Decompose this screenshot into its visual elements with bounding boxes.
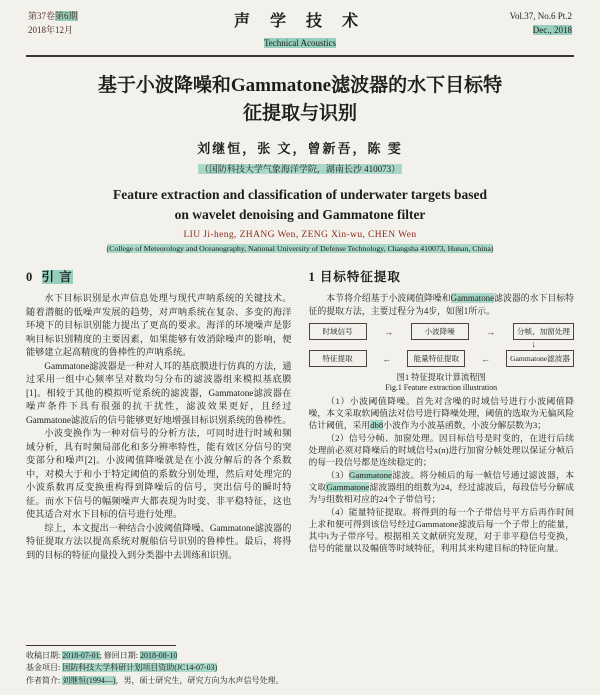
fund-label: 基金项目: xyxy=(26,663,63,673)
affiliation-zh-text: （国防科技大学气象海洋学院，湖南长沙 410073） xyxy=(199,163,401,174)
paper-title-zh xyxy=(26,72,574,129)
volume-issue-en: Vol.37, No.6 Pt.2 xyxy=(509,11,572,21)
authors-zh: 刘继恒，张 文，曾新吾，陈 雯 xyxy=(197,140,403,156)
journal-header xyxy=(26,7,574,57)
flow-box-feature-extraction: 特征提取 xyxy=(309,350,367,367)
method-section-heading: 1 目标特征提取 xyxy=(308,270,401,285)
flow-box-wavelet-denoise: 小波降噪 xyxy=(411,323,469,340)
intro-paragraph: 水下目标识别是水声信息处理与现代声呐系统的关键技术。随着潜艇的低噪声发展的趋势，对声呐系统在复杂、多变的海洋环境下的目标识别能力提出了更高的要求。海洋的环境噪声是影响目标识别精度的主要因素，如果能够有效消除噪声的影响，便能够建立起高精度的鲁棒性的声呐系统。 xyxy=(26,293,292,358)
paper-title-en-line2: on wavelet denoising and Gammatone filter xyxy=(174,206,426,222)
figure-caption-zh: 图1 特征提取计算流程图 xyxy=(396,373,486,383)
bio-rest: ，男，硕士研究生，研究方向为水声信号处理。 xyxy=(115,675,284,685)
header-issue-block-zh xyxy=(28,9,148,38)
intro-paragraph: 综上，本文提出一种结合小波阈值降噪、Gammatone滤波器的特征提取方法以提高系统对舰船信号识别的鲁棒性。最后，将得到的目标的特征向量投入到分类器中去训练和识别。 xyxy=(26,522,292,560)
arrow-right-icon: → xyxy=(486,326,496,337)
bio-name: 刘继恒(1994—) xyxy=(62,675,116,685)
revised-label: ; 修回日期: xyxy=(99,650,141,660)
authors-en: LIU Ji-heng, ZHANG Wen, ZENG Xin-wu, CHEN Wen xyxy=(183,230,417,241)
received-label: 收稿日期: xyxy=(26,650,63,660)
method-section xyxy=(309,265,575,562)
figure-1 xyxy=(309,323,575,392)
intro-paragraph: Gammatone滤波器是一种对人耳的基底膜进行仿真的方法，通过采用一组中心频率呈对数均匀分布的滤波器组来模拟基底膜[1]。相较于其他的模拟听觉系统的滤波器，Gammatone滤波器在噪声条件下具有很强的抗干扰性，滤波效果更好，且经过Gammatone滤波后的信号能够更好地增强目标识别系统的鲁棒性。 xyxy=(26,360,292,425)
flow-box-time-signal: 时域信号 xyxy=(309,323,367,340)
flow-box-gammatone-filter: Gammatone滤波器 xyxy=(506,350,574,367)
method-step-4: （4）能量特征提取。将得到的每一个子带信号平方后再作时间上求和便可得到该信号经过Gammatone滤波后每一个子带上的能量，其中i为子带序号。根据相关文献研究发现，对于非平稳信号变换，信号的能量以及幅值等时域特征，利用其来构建目标的特征向量。 xyxy=(308,506,574,553)
journal-title-en-wrap xyxy=(148,36,452,50)
feature-extraction-flowchart xyxy=(309,323,575,367)
date-en: Dec., 2018 xyxy=(532,25,572,36)
intro-heading-number: 0 xyxy=(26,270,34,285)
footnote-received xyxy=(26,650,574,662)
bio-label: 作者简介: xyxy=(26,675,63,685)
method-step-1: （1）小波阈值降噪。首先对含噪的时域信号进行小波阈值降噪，本文采取软阈值法对信号进行降噪处理，阈值的选取为无偏风险估计阈值，采用db8小波作为小波基函数，小波分解层数为3； xyxy=(308,396,574,431)
figure-caption-en: Fig.1 Feature extraction illustration xyxy=(385,383,498,393)
flow-box-framing-window: 分帧、加窗处理 xyxy=(513,323,574,340)
journal-title-en: Technical Acoustics xyxy=(263,37,337,48)
paper-title-en-line1: Feature extraction and classification of underwater targets based xyxy=(112,186,488,202)
intro-paragraph: 小波变换作为一种对信号的分析方法，可同时进行时域和频域分析，具有时频局部化和多分辨率特性，能有效区分信号的突变部分和噪声[2]。小波阈值降噪就是在小波分解后的各个系数中，对模大于和小于特定阈值的系数分别处理，然后对处理完的小波系数再反变换重构得到降噪后的信号，突出信号的瞬时特征。而水下信号的幅频噪声大都表现为时变、非平稳特征，这也使其适合对水下目标的信号进行处理。 xyxy=(26,428,292,520)
paper-title-en xyxy=(26,185,574,224)
arrow-left-icon: ← xyxy=(382,353,392,364)
issue-zh: 第6期 xyxy=(55,11,78,21)
revised-date: 2018-08-10 xyxy=(140,650,178,660)
intro-section-heading xyxy=(26,267,292,285)
affiliation-en-text: (College of Meteorology and Oceanography, National University of Defense Technology, Changsha 410073, Hunan, China) xyxy=(106,244,494,254)
intro-heading-text: 引 言 xyxy=(41,270,73,285)
journal-title-zh: 声 学 技 术 xyxy=(233,13,366,30)
volume-zh: 第37卷 xyxy=(28,11,56,21)
footnote-bio xyxy=(26,675,574,687)
fund-text: 国防科技大学科研计划项目资助(JC14-07-03) xyxy=(62,663,218,673)
header-issue-block-en xyxy=(452,9,572,38)
date-en-wrap xyxy=(452,23,572,37)
flow-box-energy-feature: 能量特征提取 xyxy=(407,350,465,367)
method-intro-paragraph: 本节将介绍基于小波阈值降噪和Gammatone滤波器的水下目标特征的提取方法，主要过程分为4步，如图1所示。 xyxy=(308,293,575,316)
affiliation-en xyxy=(26,244,574,253)
affiliation-zh xyxy=(26,162,574,175)
intro-section xyxy=(26,265,292,562)
figure-caption xyxy=(309,371,575,392)
arrow-down-icon: ↓ xyxy=(531,339,536,350)
paper-title-zh-line2: 征提取与识别 xyxy=(242,103,357,125)
volume-issue-zh xyxy=(28,9,148,23)
footnote-rule xyxy=(26,645,176,646)
footnote-block xyxy=(0,641,600,695)
paper-title-zh-line1: 基于小波降噪和Gammatone滤波器的水下目标特 xyxy=(97,74,503,96)
date-zh: 2018年12月 xyxy=(28,25,74,36)
received-date: 2018-07-01 xyxy=(62,650,100,660)
arrow-left-icon: ← xyxy=(481,353,491,364)
footnote-fund xyxy=(26,662,574,674)
method-step-2: （2）信号分帧、加窗处理。因目标信号是时变的，在进行后续处理前必须对降噪后的时域信号x(n)进行加窗分帧处理以保证分帧后的每一段信号都是连续稳定的； xyxy=(308,433,574,467)
journal-title-block xyxy=(148,9,452,50)
arrow-right-icon: → xyxy=(384,326,394,337)
method-step-3: （3）Gammatone滤波。将分帧后的每一帧信号通过滤波器，本文取Gammatone滤波器组的组数为24，经过滤波后，每段信号分解成为与组数相对应的24个子带信号； xyxy=(308,469,574,504)
